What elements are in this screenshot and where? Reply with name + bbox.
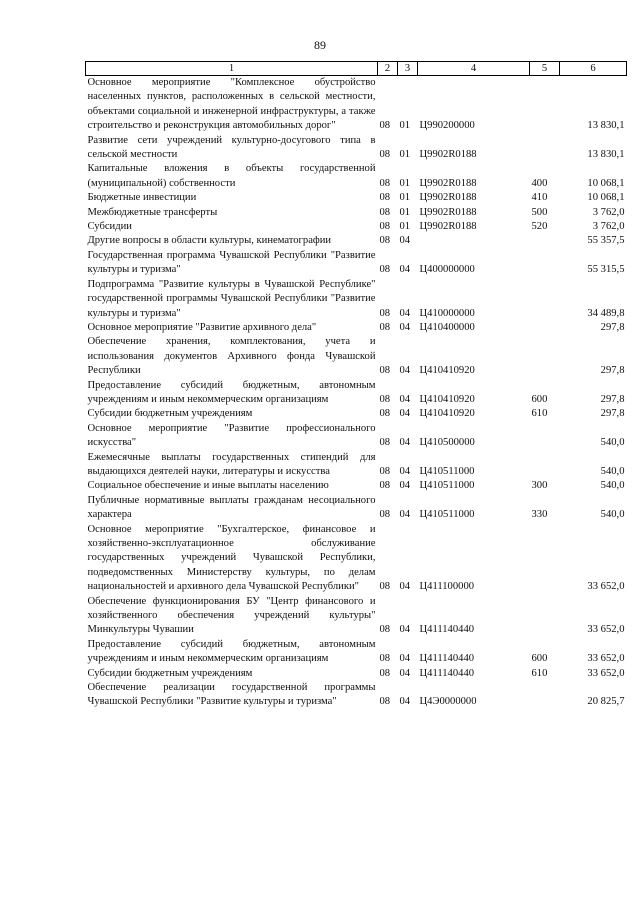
row-section: 08 — [379, 221, 391, 233]
row-name: Основное мероприятие "Развитие архивного дела" — [87, 321, 317, 333]
row-section: 08 — [379, 235, 391, 247]
row-expense-type: 610 — [531, 408, 548, 420]
row-amount: 297,8 — [600, 408, 625, 420]
row-name: Социальное обеспечение и иные выплаты населению — [87, 480, 329, 492]
row-subsection: 04 — [399, 480, 411, 492]
row-target-article: Ц411140440 — [419, 667, 475, 679]
table-row — [86, 220, 627, 234]
row-section: 08 — [379, 696, 391, 708]
row-name: Капитальные вложения в объекты государственной (муниципальной) собственности — [87, 163, 376, 189]
row-section: 08 — [379, 192, 391, 204]
row-amount: 10 068,1 — [587, 192, 625, 204]
row-expense-type: 600 — [531, 653, 548, 665]
row-name: Бюджетные инвестиции — [87, 192, 197, 204]
row-target-article: Ц410400000 — [419, 321, 475, 333]
row-target-article: Ц400000000 — [419, 264, 475, 276]
column-header: 4 — [418, 62, 530, 76]
row-amount: 540,0 — [600, 465, 625, 477]
table-row — [86, 422, 627, 451]
row-target-article: Ц9902R0188 — [419, 206, 477, 218]
row-amount: 540,0 — [600, 480, 625, 492]
row-amount: 540,0 — [600, 437, 625, 449]
row-expense-type — [530, 321, 560, 335]
row-section: 08 — [379, 393, 391, 405]
row-expense-type: 330 — [531, 509, 548, 521]
row-target-article: Ц4Э0000000 — [419, 696, 477, 708]
row-subsection: 04 — [399, 393, 411, 405]
row-target-article: Ц411140440 — [419, 653, 475, 665]
row-amount: 33 652,0 — [587, 667, 625, 679]
table-row — [86, 681, 627, 710]
row-subsection: 04 — [399, 624, 411, 636]
row-target-article: Ц410500000 — [419, 437, 475, 449]
page-number: 89 — [314, 38, 326, 52]
row-section: 08 — [379, 624, 391, 636]
row-expense-type: 300 — [531, 480, 548, 492]
table-row — [86, 379, 627, 408]
row-expense-type: 400 — [531, 177, 548, 189]
row-amount: 297,8 — [600, 321, 625, 333]
row-section: 08 — [379, 120, 391, 132]
table-row — [86, 76, 627, 134]
row-target-article: Ц9902R0188 — [419, 192, 477, 204]
row-name: Подпрограмма "Развитие культуры в Чувашской Республике" государственной программы Чувашской Республики "Развитие культуры и туризма" — [87, 278, 376, 319]
row-name: Обеспечение функционирования БУ "Центр финансового и хозяйственного обеспечения учреждений культуры" Минкультуры Чувашии — [87, 595, 376, 636]
row-section: 08 — [379, 307, 391, 319]
row-name: Развитие сети учреждений культурно-досугового типа в сельской местности — [87, 134, 376, 161]
column-header: 6 — [560, 62, 627, 76]
table-row — [86, 249, 627, 278]
row-name: Основное мероприятие "Бухгалтерское, финансовое и хозяйственно-эксплуатационное обслуживание государственных учреждений Чувашской Республики, подведомственных Министерству культуры, по делам национальностей и архивного дела Чувашской Республики" — [87, 523, 376, 593]
row-name: Основное мероприятие "Комплексное обустройство населенных пунктов, расположенных в сельской местности, объектами социальной и инженерной инфраструктуры, а также строительство и реконструкция автомобильных дорог" — [87, 77, 376, 132]
row-amount: 13 830,1 — [587, 149, 625, 161]
row-expense-type — [530, 134, 560, 163]
row-section: 08 — [379, 667, 391, 679]
row-target-article: Ц410511000 — [419, 480, 475, 492]
row-name: Ежемесячные выплаты государственных стипендий для выдающихся деятелей науки, литературы и искусства — [87, 451, 376, 477]
row-subsection: 04 — [399, 408, 411, 420]
row-amount: 3 762,0 — [592, 206, 625, 218]
budget-table — [85, 61, 627, 710]
row-section: 08 — [379, 149, 391, 161]
row-amount: 34 489,8 — [587, 307, 625, 319]
row-name: Предоставление субсидий бюджетным, автономным учреждениям и иным некоммерческим организациям — [87, 638, 376, 665]
row-amount: 3 762,0 — [592, 221, 625, 233]
row-expense-type — [530, 278, 560, 321]
table-row — [86, 523, 627, 595]
row-name: Государственная программа Чувашской Республики "Развитие культуры и туризма" — [87, 249, 376, 276]
row-name: Обеспечение реализации государственной программы Чувашской Республики "Развитие культуры и туризма" — [87, 682, 376, 708]
table-row — [86, 335, 627, 378]
table-row — [86, 494, 627, 523]
row-subsection: 04 — [399, 235, 411, 247]
table-row — [86, 667, 627, 681]
row-amount: 33 652,0 — [587, 624, 625, 636]
table-row — [86, 407, 627, 421]
row-name: Субсидии — [87, 221, 132, 233]
row-name: Другие вопросы в области культуры, кинематографии — [87, 235, 332, 247]
row-expense-type: 610 — [531, 667, 548, 679]
table-row — [86, 134, 627, 163]
table-row — [86, 638, 627, 667]
row-section: 08 — [379, 581, 391, 593]
row-target-article: Ц411140440 — [419, 624, 475, 636]
row-target-article: Ц410511000 — [419, 509, 475, 521]
row-name: Субсидии бюджетным учреждениям — [87, 667, 253, 679]
row-section: 08 — [379, 321, 391, 333]
row-amount: 13 830,1 — [587, 120, 625, 132]
row-section: 08 — [379, 465, 391, 477]
row-subsection: 01 — [399, 177, 411, 189]
row-expense-type — [530, 451, 560, 480]
row-expense-type — [530, 422, 560, 451]
table-row — [86, 321, 627, 335]
row-amount: 10 068,1 — [587, 177, 625, 189]
row-expense-type: 600 — [531, 393, 548, 405]
row-subsection: 04 — [399, 264, 411, 276]
row-target-article: Ц410000000 — [419, 307, 475, 319]
row-section: 08 — [379, 437, 391, 449]
row-subsection: 04 — [399, 321, 411, 333]
row-name: Публичные нормативные выплаты гражданам несоциального характера — [87, 494, 376, 521]
row-section: 08 — [379, 177, 391, 189]
table-row — [86, 234, 627, 248]
row-target-article: Ц9902R0188 — [419, 221, 477, 233]
row-expense-type — [530, 234, 560, 248]
table-row — [86, 191, 627, 205]
row-amount: 55 315,5 — [587, 264, 625, 276]
row-subsection: 04 — [399, 365, 411, 377]
row-subsection: 04 — [399, 581, 411, 593]
table-row — [86, 451, 627, 480]
table-header-row — [86, 62, 627, 76]
row-section: 08 — [379, 365, 391, 377]
row-expense-type: 410 — [531, 192, 548, 204]
row-name: Предоставление субсидий бюджетным, автономным учреждениям и иным некоммерческим организациям — [87, 379, 376, 405]
row-target-article: Ц410511000 — [419, 465, 475, 477]
row-section: 08 — [379, 653, 391, 665]
row-subsection: 01 — [399, 221, 411, 233]
row-target-article — [418, 234, 530, 248]
row-subsection: 01 — [399, 120, 411, 132]
column-header: 2 — [378, 62, 398, 76]
row-name: Основное мероприятие "Развитие профессионального искусства" — [87, 422, 376, 449]
row-section: 08 — [379, 264, 391, 276]
row-amount: 20 825,7 — [587, 696, 625, 708]
row-section: 08 — [379, 206, 391, 218]
row-target-article: Ц9902R0188 — [419, 177, 477, 189]
row-expense-type — [530, 249, 560, 278]
row-name: Межбюджетные трансферты — [87, 206, 218, 218]
row-target-article: Ц411100000 — [419, 581, 475, 593]
row-amount: 33 652,0 — [587, 581, 625, 593]
row-expense-type — [530, 76, 560, 134]
row-expense-type — [530, 595, 560, 638]
row-subsection: 01 — [399, 149, 411, 161]
row-subsection: 04 — [399, 307, 411, 319]
row-section: 08 — [379, 408, 391, 420]
table-row — [86, 479, 627, 493]
column-header: 1 — [86, 62, 378, 76]
row-subsection: 01 — [399, 192, 411, 204]
row-name: Обеспечение хранения, комплектования, учета и использования документов Архивного фонда Чувашской Республики — [87, 336, 376, 377]
table-row — [86, 595, 627, 638]
row-amount: 297,8 — [600, 393, 625, 405]
row-amount: 33 652,0 — [587, 653, 625, 665]
row-expense-type — [530, 523, 560, 595]
row-target-article: Ц410410920 — [419, 365, 475, 377]
row-subsection: 04 — [399, 667, 411, 679]
row-expense-type: 500 — [531, 206, 548, 218]
column-header: 3 — [398, 62, 418, 76]
row-target-article: Ц990200000 — [419, 120, 475, 132]
row-subsection: 04 — [399, 437, 411, 449]
row-target-article: Ц410410920 — [419, 393, 475, 405]
row-subsection: 04 — [399, 653, 411, 665]
row-amount: 297,8 — [600, 365, 625, 377]
column-header: 5 — [530, 62, 560, 76]
row-section: 08 — [379, 509, 391, 521]
table-row — [86, 206, 627, 220]
row-amount: 55 357,5 — [587, 235, 625, 247]
row-target-article: Ц410410920 — [419, 408, 475, 420]
row-subsection: 01 — [399, 206, 411, 218]
row-subsection: 04 — [399, 509, 411, 521]
row-expense-type: 520 — [531, 221, 548, 233]
table-row — [86, 162, 627, 191]
row-name: Субсидии бюджетным учреждениям — [87, 408, 253, 420]
row-subsection: 04 — [399, 696, 411, 708]
row-section: 08 — [379, 480, 391, 492]
row-expense-type — [530, 681, 560, 710]
table-row — [86, 278, 627, 321]
row-expense-type — [530, 335, 560, 378]
row-amount: 540,0 — [600, 509, 625, 521]
row-subsection: 04 — [399, 465, 411, 477]
row-target-article: Ц9902R0188 — [419, 149, 477, 161]
